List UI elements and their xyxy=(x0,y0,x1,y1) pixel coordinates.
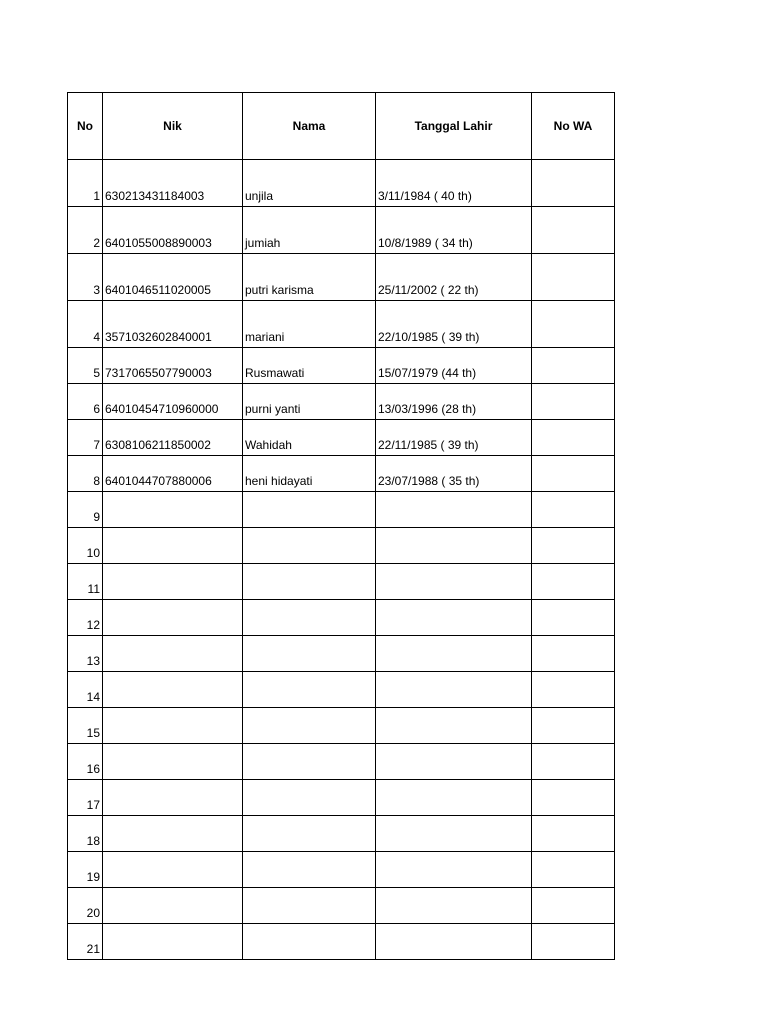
cell-tanggal-lahir[interactable]: 25/11/2002 ( 22 th) xyxy=(376,254,532,301)
cell-no-wa[interactable] xyxy=(532,348,615,384)
cell-no-wa[interactable] xyxy=(532,852,615,888)
cell-nama[interactable] xyxy=(243,780,376,816)
cell-nama[interactable] xyxy=(243,672,376,708)
cell-nik[interactable]: 6401046511020005 xyxy=(103,254,243,301)
table-row xyxy=(68,600,615,636)
cell-no-wa[interactable] xyxy=(532,384,615,420)
cell-nik[interactable] xyxy=(103,564,243,600)
cell-nama[interactable]: mariani xyxy=(243,301,376,348)
cell-nama[interactable]: putri karisma xyxy=(243,254,376,301)
cell-nama[interactable] xyxy=(243,564,376,600)
cell-no[interactable]: 7 xyxy=(68,420,103,456)
table-row xyxy=(68,924,615,960)
cell-nama[interactable]: unjila xyxy=(243,160,376,207)
cell-nik[interactable] xyxy=(103,780,243,816)
cell-nik[interactable] xyxy=(103,744,243,780)
cell-no-wa[interactable] xyxy=(532,600,615,636)
cell-tanggal-lahir[interactable] xyxy=(376,744,532,780)
table-row xyxy=(68,492,615,528)
table-row xyxy=(68,636,615,672)
cell-tanggal-lahir[interactable] xyxy=(376,564,532,600)
cell-no[interactable]: 13 xyxy=(68,636,103,672)
cell-nik[interactable] xyxy=(103,924,243,960)
header-row xyxy=(68,93,615,160)
table-row xyxy=(68,160,615,207)
cell-nik[interactable] xyxy=(103,816,243,852)
cell-nik[interactable]: 3571032602840001 xyxy=(103,301,243,348)
table-row xyxy=(68,420,615,456)
cell-nama[interactable] xyxy=(243,636,376,672)
cell-no[interactable]: 11 xyxy=(68,564,103,600)
cell-nama[interactable]: Rusmawati xyxy=(243,348,376,384)
table-body xyxy=(68,160,615,960)
cell-no-wa[interactable] xyxy=(532,780,615,816)
table-row xyxy=(68,672,615,708)
table-row xyxy=(68,780,615,816)
cell-tanggal-lahir[interactable] xyxy=(376,708,532,744)
cell-no-wa[interactable] xyxy=(532,888,615,924)
cell-no-wa[interactable] xyxy=(532,744,615,780)
cell-tanggal-lahir[interactable] xyxy=(376,636,532,672)
data-table xyxy=(67,92,615,960)
cell-nik[interactable]: 7317065507790003 xyxy=(103,348,243,384)
cell-tanggal-lahir[interactable]: 22/11/1985 ( 39 th) xyxy=(376,420,532,456)
cell-no[interactable]: 19 xyxy=(68,852,103,888)
cell-no[interactable]: 12 xyxy=(68,600,103,636)
cell-nik[interactable]: 6401055008890003 xyxy=(103,207,243,254)
cell-tanggal-lahir[interactable]: 15/07/1979 (44 th) xyxy=(376,348,532,384)
cell-tanggal-lahir[interactable]: 10/8/1989 ( 34 th) xyxy=(376,207,532,254)
table-row xyxy=(68,852,615,888)
table-row xyxy=(68,888,615,924)
cell-no[interactable]: 16 xyxy=(68,744,103,780)
cell-nik[interactable] xyxy=(103,492,243,528)
cell-no-wa[interactable] xyxy=(532,924,615,960)
cell-nik[interactable]: 6401044707880006 xyxy=(103,456,243,492)
cell-nik[interactable] xyxy=(103,600,243,636)
cell-tanggal-lahir[interactable] xyxy=(376,924,532,960)
cell-no-wa[interactable] xyxy=(532,492,615,528)
cell-no[interactable]: 8 xyxy=(68,456,103,492)
cell-no[interactable]: 1 xyxy=(68,160,103,207)
cell-no[interactable]: 14 xyxy=(68,672,103,708)
cell-nik[interactable] xyxy=(103,528,243,564)
cell-tanggal-lahir[interactable] xyxy=(376,816,532,852)
cell-tanggal-lahir[interactable] xyxy=(376,492,532,528)
cell-nik[interactable] xyxy=(103,888,243,924)
table-row xyxy=(68,528,615,564)
cell-tanggal-lahir[interactable] xyxy=(376,852,532,888)
header-tanggal-lahir: Tanggal Lahir xyxy=(376,93,532,160)
cell-nama[interactable]: heni hidayati xyxy=(243,456,376,492)
cell-nama[interactable] xyxy=(243,816,376,852)
cell-tanggal-lahir[interactable] xyxy=(376,888,532,924)
cell-nama[interactable] xyxy=(243,744,376,780)
cell-no[interactable]: 10 xyxy=(68,528,103,564)
cell-nik[interactable]: 6308106211850002 xyxy=(103,420,243,456)
cell-tanggal-lahir[interactable] xyxy=(376,600,532,636)
table-row xyxy=(68,816,615,852)
cell-no[interactable]: 18 xyxy=(68,816,103,852)
cell-no-wa[interactable] xyxy=(532,636,615,672)
header-no-wa: No WA xyxy=(532,93,615,160)
cell-no-wa[interactable] xyxy=(532,708,615,744)
table-row xyxy=(68,564,615,600)
cell-no[interactable]: 9 xyxy=(68,492,103,528)
cell-tanggal-lahir[interactable] xyxy=(376,672,532,708)
cell-tanggal-lahir[interactable]: 22/10/1985 ( 39 th) xyxy=(376,301,532,348)
cell-no[interactable]: 3 xyxy=(68,254,103,301)
cell-no-wa[interactable] xyxy=(532,528,615,564)
table-row xyxy=(68,456,615,492)
cell-no[interactable]: 5 xyxy=(68,348,103,384)
table-row xyxy=(68,301,615,348)
cell-no-wa[interactable] xyxy=(532,301,615,348)
cell-nama[interactable] xyxy=(243,924,376,960)
cell-nama[interactable] xyxy=(243,492,376,528)
cell-nik[interactable] xyxy=(103,852,243,888)
header-nama: Nama xyxy=(243,93,376,160)
cell-no-wa[interactable] xyxy=(532,456,615,492)
cell-nama[interactable]: purni yanti xyxy=(243,384,376,420)
cell-tanggal-lahir[interactable] xyxy=(376,528,532,564)
cell-nama[interactable]: jumiah xyxy=(243,207,376,254)
cell-nama[interactable] xyxy=(243,852,376,888)
cell-no-wa[interactable] xyxy=(532,420,615,456)
cell-nama[interactable] xyxy=(243,600,376,636)
cell-tanggal-lahir[interactable]: 23/07/1988 ( 35 th) xyxy=(376,456,532,492)
cell-nama[interactable] xyxy=(243,888,376,924)
table-row xyxy=(68,708,615,744)
header-no: No xyxy=(68,93,103,160)
cell-no-wa[interactable] xyxy=(532,207,615,254)
cell-no-wa[interactable] xyxy=(532,672,615,708)
cell-nik[interactable] xyxy=(103,636,243,672)
table-row xyxy=(68,207,615,254)
cell-no[interactable]: 6 xyxy=(68,384,103,420)
table-row xyxy=(68,254,615,301)
cell-no-wa[interactable] xyxy=(532,564,615,600)
cell-tanggal-lahir[interactable]: 13/03/1996 (28 th) xyxy=(376,384,532,420)
cell-no[interactable]: 20 xyxy=(68,888,103,924)
cell-no-wa[interactable] xyxy=(532,160,615,207)
cell-nik[interactable]: 64010454710960000 xyxy=(103,384,243,420)
table-row xyxy=(68,348,615,384)
cell-nik[interactable] xyxy=(103,708,243,744)
cell-no-wa[interactable] xyxy=(532,254,615,301)
cell-no[interactable]: 4 xyxy=(68,301,103,348)
table-row xyxy=(68,384,615,420)
table-row xyxy=(68,744,615,780)
cell-nama[interactable]: Wahidah xyxy=(243,420,376,456)
cell-no[interactable]: 15 xyxy=(68,708,103,744)
cell-no-wa[interactable] xyxy=(532,816,615,852)
cell-tanggal-lahir[interactable] xyxy=(376,780,532,816)
cell-nama[interactable] xyxy=(243,708,376,744)
header-nik: Nik xyxy=(103,93,243,160)
cell-no[interactable]: 21 xyxy=(68,924,103,960)
cell-tanggal-lahir[interactable]: 3/11/1984 ( 40 th) xyxy=(376,160,532,207)
cell-nik[interactable]: 630213431184003 xyxy=(103,160,243,207)
cell-nik[interactable] xyxy=(103,672,243,708)
cell-no[interactable]: 17 xyxy=(68,780,103,816)
cell-nama[interactable] xyxy=(243,528,376,564)
cell-no[interactable]: 2 xyxy=(68,207,103,254)
